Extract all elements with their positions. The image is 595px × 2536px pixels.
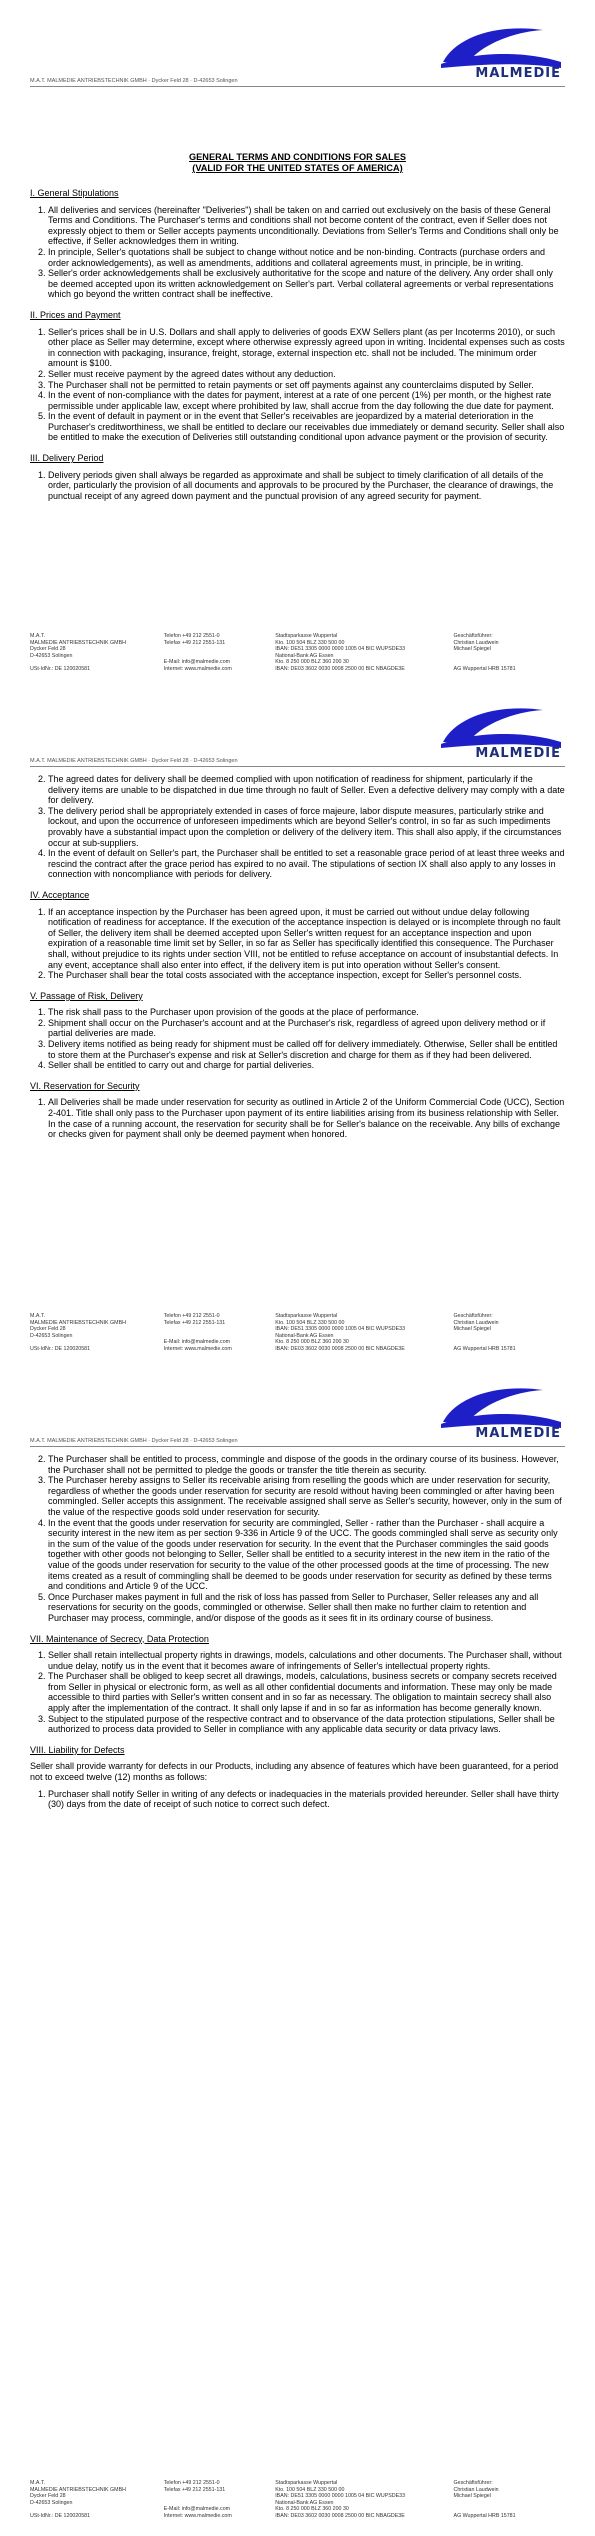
title-line-2: (VALID FOR THE UNITED STATES OF AMERICA) (192, 163, 403, 173)
section-8-intro: Seller shall provide warranty for defects in our Products, including any absence of features which have been guaranteed, for a period not to exceed twelve (12) months as follows: (30, 1761, 559, 1783)
section-8-list (30, 1789, 565, 1810)
page-2-content (30, 774, 565, 1146)
page-1-content (30, 102, 565, 507)
section-3-list-continued (30, 774, 565, 880)
list-item: 1. All deliveries and services (hereinafter "Deliveries") shall be taken on and carried out exclusively on the basis of these General Terms and Conditions. The Purchaser's terms and conditions shall not become content of the contract, even if Seller does not expressly object to them or Seller accepts payments unconditionally. Deviations from Seller's Terms and Conditions shall only be effective, if Seller acknowledges them in writing. (48, 205, 565, 247)
footer-text: USt-IdNr.: DE 120020581 (30, 2512, 91, 2519)
footer-text: IBAN: DE51 3305 0000 0000 1005 04 BIC WUPSDE33 (275, 1326, 406, 1332)
list-item: 1. If an acceptance inspection by the Purchaser has been agreed upon, it must be carried out without undue delay following notification of readiness for acceptance. If the execution of the acceptance inspection is delayed or is incomplete through no fault of Seller, the delivery item shall be deemed accepted upon Seller's written request for an acceptance inspection and upon expiration of a reasonable time limit set by Seller, in so far as Seller has specifically identified this consequence. The Purchaser shall, without prejudice to its rights under section VIII, not be entitled to refuse acceptance on account of insubstantial defects. In any event, acceptance shall also enter into effect, if the delivery item is put into operation without Seller's consent. (48, 907, 565, 971)
footer-text: MALMEDIE ANTRIEBSTECHNIK GMBH (30, 2486, 126, 2493)
logo-text: MALMEDIE (475, 746, 561, 761)
section-6-list-continued (30, 1454, 565, 1624)
footer-text: Christian Laudwein (453, 1319, 499, 1326)
footer-text: Telefon +49 212 2551-0 (163, 2480, 220, 2486)
footer-text: Telefon +49 212 2551-0 (163, 633, 220, 639)
section-7-list (30, 1650, 565, 1735)
section-3-heading: III. Delivery Period (30, 453, 104, 464)
section-4-heading: IV. Acceptance (30, 889, 90, 900)
footer-text: Geschäftsführer: (453, 2480, 493, 2486)
footer-text: National-Bank AG Essen (275, 1332, 334, 1339)
page-1 (0, 0, 595, 680)
footer-text: AG Wuppertal HRB 15781 (453, 1345, 516, 1352)
list-item: 2. The agreed dates for delivery shall be deemed complied with upon notification of readiness for shipment, particularly if the delivery items are unable to be dispatched in due time through no fault of Seller. Even a defective delivery may comply with a date for delivery. (48, 774, 565, 806)
footer-text: Stadtsparkasse Wuppertal (275, 2480, 338, 2486)
footer-text: Michael Spiegel (453, 646, 491, 652)
footer-text: Kto. 100 504 BLZ 330 500 00 (275, 2486, 345, 2493)
section-6-heading: VI. Reservation for Security (30, 1080, 140, 1091)
list-item: 4. In the event that the goods under reservation for security are commingled, Seller - rather than the Purchaser - shall acquire a security interest in the new item as per section 9-336 in Article 9 of the UCC. The goods commingled shall serve as security only in the sum of the value of the goods under reservation for security. In the event that the Purchaser commingles the said goods together with other goods not belonging to Seller, Seller shall be entitled to a security interest in the new item in the ratio of the value of the goods under reservation for security to the value of the other processed goods at the time of processing. The new items created as a result of commingling shall be deemed to be goods under reservation for security as defined by these terms and conditions and Article 9 of the UCC. (48, 1518, 565, 1592)
list-item: 4. In the event of non-compliance with the dates for payment, interest at a rate of one percent (1%) per month, or the highest rate permissible under applicable law, except where prohibited by law, shall accrue from the day following the due date for payment. (48, 390, 565, 411)
header-address: M.A.T. MALMEDIE ANTRIEBSTECHNIK GMBH · Dycker Feld 28 · D-42653 Solingen (30, 758, 565, 767)
section-1-heading: I. General Stipulations (30, 188, 119, 198)
footer-text: D-42653 Solingen (30, 1332, 73, 1339)
footer-text: Stadtsparkasse Wuppertal (275, 1313, 338, 1319)
footer-text: AG Wuppertal HRB 15781 (453, 665, 516, 672)
list-item: 3. The delivery period shall be appropriately extended in cases of force majeure, labor dispute measures, particularly strike and lockout, and upon the occurrence of unforeseen impediments which are beyond Seller's control, in so far as such impediments provably have a substantial impact upon the completion or delivery of the delivery item. This shall also apply, if the circumstances occur at sub-suppliers. (48, 806, 565, 848)
list-item: 1. Seller shall retain intellectual property rights in drawings, models, calculations and other documents. The Purchaser shall, without undue delay, notify us in the event that it becomes aware of infringements of Seller's intellectual property rights. (48, 1650, 565, 1671)
section-6-list (30, 1097, 565, 1139)
footer-text: Geschäftsführer: (453, 1313, 493, 1319)
list-item: 2. In principle, Seller's quotations shall be subject to change without notice and be non-binding. Contracts (purchase orders and order acknowledgements), as well as amendments, additions and collateral agreements must, in principle, be in writing. (48, 247, 565, 268)
section-5-list (30, 1007, 565, 1071)
footer-text: Kto. 8 250 000 BLZ 360 200 30 (275, 659, 349, 665)
section-5-heading: V. Passage of Risk, Delivery (30, 990, 143, 1001)
footer-text: USt-IdNr.: DE 120020581 (30, 665, 91, 672)
footer-text: IBAN: DE03 3602 0030 0008 2500 00 BIC NBAGDE3E (275, 665, 405, 672)
footer-text: E-Mail: info@malmedie.com (163, 1339, 231, 1345)
list-item: 3. Subject to the stipulated purpose of the respective contract and to observance of the data protection stipulations, Seller shall be authorized to process data provided to Seller in compliance with any applicable data security or data privacy laws. (48, 1714, 565, 1735)
footer-text: Michael Spiegel (453, 2493, 491, 2499)
footer-text: Internet: www.malmedie.com (163, 665, 232, 672)
malmedie-logo (413, 22, 563, 84)
footer-text: E-Mail: info@malmedie.com (163, 659, 231, 665)
list-item: 2. Shipment shall occur on the Purchaser's account and at the Purchaser's risk, regardless of agreed upon delivery method or if partial deliveries are made. (48, 1018, 565, 1039)
footer-text: Dycker Feld 28 (30, 1326, 66, 1332)
footer-text: MALMEDIE ANTRIEBSTECHNIK GMBH (30, 1319, 126, 1326)
footer-text: Michael Spiegel (453, 1326, 491, 1332)
footer-text: D-42653 Solingen (30, 2499, 73, 2506)
footer-text: E-Mail: info@malmedie.com (163, 2506, 231, 2512)
section-4-list (30, 907, 565, 981)
page-footer (30, 1313, 565, 1352)
footer-text: Christian Laudwein (453, 639, 499, 646)
footer-text: Internet: www.malmedie.com (163, 1345, 232, 1352)
footer-text: Kto. 8 250 000 BLZ 360 200 30 (275, 2506, 349, 2512)
list-item: 2. Seller must receive payment by the agreed dates without any deduction. (48, 369, 565, 380)
footer-text: IBAN: DE03 3602 0030 0008 2500 00 BIC NBAGDE3E (275, 1345, 405, 1352)
section-1-list (30, 205, 565, 300)
list-item: 5. Once Purchaser makes payment in full and the risk of loss has passed from Seller to Purchaser, Seller releases any and all reservations for security on the goods, commingled or otherwise. Seller shall then make no further claim to retention and Purchaser may process, commingle, and/or dispose of the goods as it sees fit in its ordinary course of business. (48, 1592, 565, 1624)
logo-text: MALMEDIE (475, 66, 561, 81)
footer-text: M.A.T. (30, 2480, 46, 2486)
header-address: M.A.T. MALMEDIE ANTRIEBSTECHNIK GMBH · Dycker Feld 28 · D-42653 Solingen (30, 78, 565, 87)
list-item: 1. Purchaser shall notify Seller in writing of any defects or inadequacies in the materials provided hereunder. Seller shall have thirty (30) days from the date of receipt of such notice to correct such defect. (48, 1789, 565, 1810)
section-7-heading: VII. Maintenance of Secrecy, Data Protection (30, 1633, 209, 1644)
footer-text: M.A.T. (30, 633, 46, 639)
footer-text: Stadtsparkasse Wuppertal (275, 633, 338, 639)
list-item: 1. The risk shall pass to the Purchaser upon provision of the goods at the place of performance. (48, 1007, 565, 1018)
footer-text: Telefon +49 212 2551-0 (163, 1313, 220, 1319)
list-item: 2. The Purchaser shall be obliged to keep secret all drawings, models, calculations, business secrets or company secrets received from Seller in physical or electronic form, as well as all other confidential documents and information. These may only be made accessible to third parties with Seller's written consent and in so far as necessary. The obligation to maintain secrecy shall also apply after the implementation of the contract. It shall only lapse if and in so far as information has become generally known. (48, 1671, 565, 1713)
footer-text: Telefax +49 212 2551-131 (163, 1319, 226, 1326)
document-title (30, 152, 565, 174)
footer-text: Internet: www.malmedie.com (163, 2512, 232, 2519)
page-2 (0, 680, 595, 1360)
page-3-content (30, 1454, 565, 1816)
list-item: 2. The Purchaser shall be entitled to process, commingle and dispose of the goods in the ordinary course of its business. However, the Purchaser shall not be permitted to pledge the goods or transfer the title therein as security. (48, 1454, 565, 1475)
list-item: 3. The Purchaser hereby assigns to Seller its receivable arising from reselling the goods which are under reservation for security, regardless of whether the goods under reservation for security are resold without having been commingled or after having been commingled. Seller accepts this assignment. The receivable assigned shall serve as Seller's security, however, only in the sum of the value of the respective goods sold under reservation for security. (48, 1475, 565, 1517)
footer-text: Kto. 100 504 BLZ 330 500 00 (275, 1319, 345, 1326)
footer-text: Christian Laudwein (453, 2486, 499, 2493)
title-line-1: GENERAL TERMS AND CONDITIONS FOR SALES (189, 152, 406, 162)
list-item: 1. Delivery periods given shall always be regarded as approximate and shall be subject to timely clarification of all details of the order, particularly the provision of all documents and approvals to be procured by the Purchaser, the clearance of drawings, the punctual receipt of any agreed down payment and the punctual provision of any agreed security for payment. (48, 470, 565, 502)
footer-text: Telefax +49 212 2551-131 (163, 2486, 226, 2493)
list-item: 4. Seller shall be entitled to carry out and charge for partial deliveries. (48, 1060, 565, 1071)
footer-text: USt-IdNr.: DE 120020581 (30, 1345, 91, 1352)
footer-text: National-Bank AG Essen (275, 652, 334, 659)
page-footer (30, 2480, 565, 2519)
section-2-list (30, 327, 565, 444)
section-8-heading: VIII. Liability for Defects (30, 1744, 125, 1755)
malmedie-logo (413, 1382, 563, 1444)
footer-text: Dycker Feld 28 (30, 646, 66, 652)
footer-text: Telefax +49 212 2551-131 (163, 639, 226, 646)
page-footer (30, 633, 565, 672)
list-item: 2. The Purchaser shall bear the total costs associated with the acceptance inspection, except for Seller's personnel costs. (48, 970, 565, 981)
list-item: 1. All Deliveries shall be made under reservation for security as outlined in Article 2 of the Uniform Commercial Code (UCC), Section 2-401. Title shall only pass to the Purchaser upon payment of its entire liabilities arising from its business relationship with Seller. In the case of a running account, the reservation for security shall be for Seller's balance on the receivable. Any bills of exchange or checks given for payment shall only be deemed payment when honored. (48, 1097, 565, 1139)
footer-text: AG Wuppertal HRB 15781 (453, 2512, 516, 2519)
section-2-heading: II. Prices and Payment (30, 309, 121, 320)
header-address: M.A.T. MALMEDIE ANTRIEBSTECHNIK GMBH · Dycker Feld 28 · D-42653 Solingen (30, 1438, 565, 1447)
section-3-list (30, 470, 565, 502)
list-item: 3. Seller's order acknowledgements shall be exclusively authoritative for the scope and nature of the delivery. Any order shall only be deemed accepted upon its written acknowledgement on Seller's part. Verbal collateral agreements or verbal representations which go beyond the written contract shall be ineffective. (48, 268, 565, 300)
list-item: 3. Delivery items notified as being ready for shipment must be called off for delivery immediately. Otherwise, Seller shall be entitled to store them at the Purchaser's expense and risk at Seller's discretion and charge for them as if they had been delivered. (48, 1039, 565, 1060)
footer-text: D-42653 Solingen (30, 652, 73, 659)
logo-text: MALMEDIE (475, 1426, 561, 1441)
footer-text: National-Bank AG Essen (275, 2499, 334, 2506)
list-item: 5. In the event of default in payment or in the event that Seller's receivables are jeopardized by a material deterioration in the Purchaser's creditworthiness, we shall be entitled to declare our receivables due immediately or demand security. Seller shall also be entitled to make the execution of Deliveries still outstanding conditional upon advance payment or the provision of security. (48, 411, 565, 443)
footer-text: IBAN: DE51 3305 0000 0000 1005 04 BIC WUPSDE33 (275, 2493, 406, 2499)
list-item: 4. In the event of default on Seller's part, the Purchaser shall be entitled to set a reasonable grace period of at least three weeks and rescind the contract after the grace period has expired to no avail. The stipulations of section IX shall also apply to any losses in connection with noncompliance with periods for delivery. (48, 848, 565, 880)
footer-text: MALMEDIE ANTRIEBSTECHNIK GMBH (30, 639, 126, 646)
malmedie-logo (413, 702, 563, 764)
footer-text: M.A.T. (30, 1313, 46, 1319)
list-item: 3. The Purchaser shall not be permitted to retain payments or set off payments against any counterclaims disputed by Seller. (48, 380, 565, 391)
page-3 (0, 1360, 595, 2536)
footer-text: IBAN: DE03 3602 0030 0008 2500 00 BIC NBAGDE3E (275, 2512, 405, 2519)
footer-text: Kto. 100 504 BLZ 330 500 00 (275, 639, 345, 646)
list-item: 1. Seller's prices shall be in U.S. Dollars and shall apply to deliveries of goods EXW Sellers plant (as per Incoterms 2010), or such other place as Seller may determine, except where otherwise expressly agreed upon in writing. Incidental expenses such as costs in connection with packaging, insurance, freight, storage, external inspection etc. shall not be included. The minimum order amount is $100. (48, 327, 565, 369)
footer-text: IBAN: DE51 3305 0000 0000 1005 04 BIC WUPSDE33 (275, 646, 406, 652)
footer-text: Kto. 8 250 000 BLZ 360 200 30 (275, 1339, 349, 1345)
footer-text: Dycker Feld 28 (30, 2493, 66, 2499)
footer-text: Geschäftsführer: (453, 633, 493, 639)
